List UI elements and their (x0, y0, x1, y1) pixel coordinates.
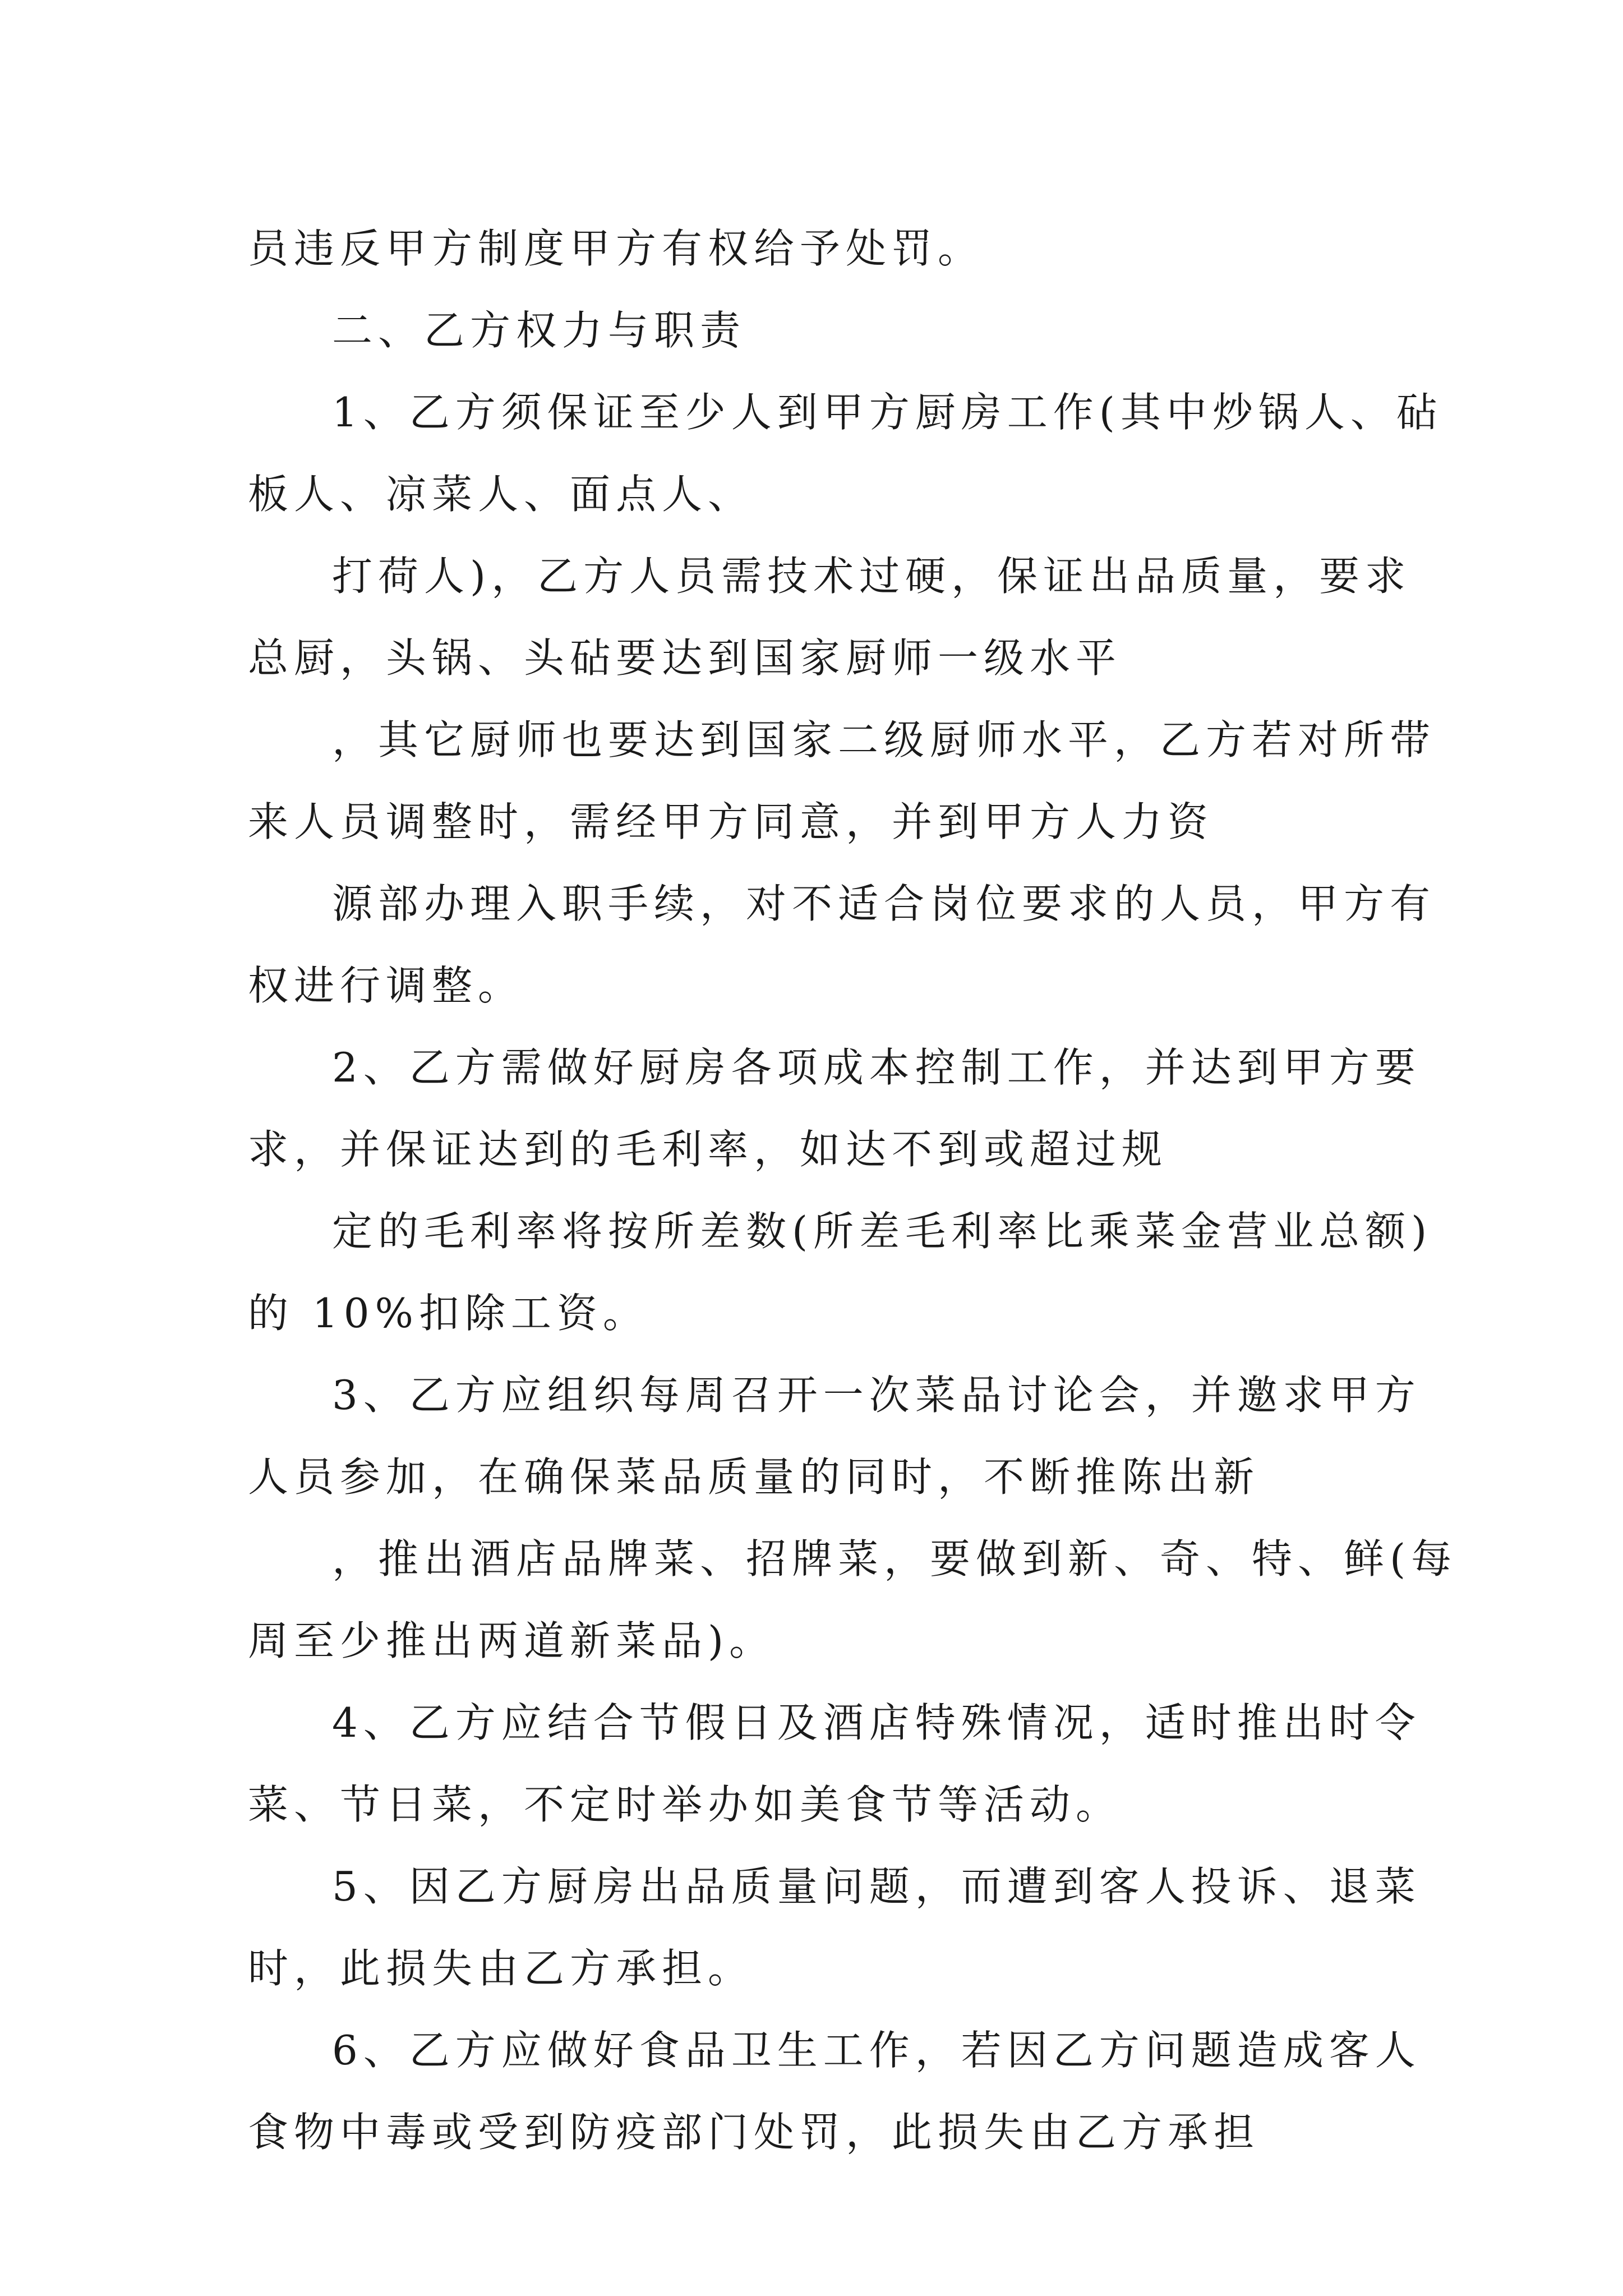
text-line-16: 人员参加，在确保菜品质量的同时，不断推陈出新 (248, 1453, 1260, 1501)
text-line-3: 1、乙方须保证至少人到甲方厨房工作(其中炒锅人、砧 (332, 389, 1442, 436)
text-line-23: 6、乙方应做好食品卫生工作，若因乙方问题造成客人 (332, 2027, 1421, 2074)
text-line-19: 4、乙方应结合节假日及酒店特殊情况，适时推出时令 (332, 1699, 1421, 1746)
text-line-14: 的 10%扣除工资。 (248, 1290, 649, 1337)
document-body (248, 208, 1458, 2173)
text-line-9: 源部办理入职手续，对不适合岗位要求的人员，甲方有 (332, 880, 1436, 927)
text-line-18: 周至少推出两道新菜品)。 (248, 1617, 776, 1664)
text-line-20: 菜、节日菜，不定时举办如美食节等活动。 (248, 1781, 1122, 1828)
text-line-4: 板人、凉菜人、面点人、 (248, 471, 754, 518)
text-line-7: ，其它厨师也要达到国家二级厨师水平，乙方若对所带 (332, 716, 1436, 763)
text-line-22: 时，此损失由乙方承担。 (248, 1945, 754, 1992)
text-line-6: 总厨，头锅、头砧要达到国家厨师一级水平 (248, 634, 1122, 682)
text-line-17: ，推出酒店品牌菜、招牌菜，要做到新、奇、特、鲜(每 (332, 1535, 1458, 1582)
text-line-13: 定的毛利率将按所差数(所差毛利率比乘菜金营业总额) (332, 1208, 1433, 1255)
text-line-24: 食物中毒或受到防疫部门处罚，此损失由乙方承担 (248, 2109, 1260, 2156)
text-line-5: 打荷人)，乙方人员需技术过硬，保证出品质量，要求 (332, 553, 1412, 600)
section-heading: 二、乙方权力与职责 (332, 307, 746, 354)
text-line-10: 权进行调整。 (248, 962, 524, 1009)
text-line-8: 来人员调整时，需经甲方同意，并到甲方人力资 (248, 798, 1214, 845)
text-line-21: 5、因乙方厨房出品质量问题，而遭到客人投诉、退菜 (332, 1863, 1421, 1910)
text-line-15: 3、乙方应组织每周召开一次菜品讨论会，并邀求甲方 (332, 1372, 1421, 1419)
text-line-12: 求，并保证达到的毛利率，如达不到或超过规 (248, 1126, 1168, 1173)
text-line-11: 2、乙方需做好厨房各项成本控制工作，并达到甲方要 (332, 1044, 1421, 1091)
text-line-1: 员违反甲方制度甲方有权给予处罚。 (248, 225, 984, 272)
